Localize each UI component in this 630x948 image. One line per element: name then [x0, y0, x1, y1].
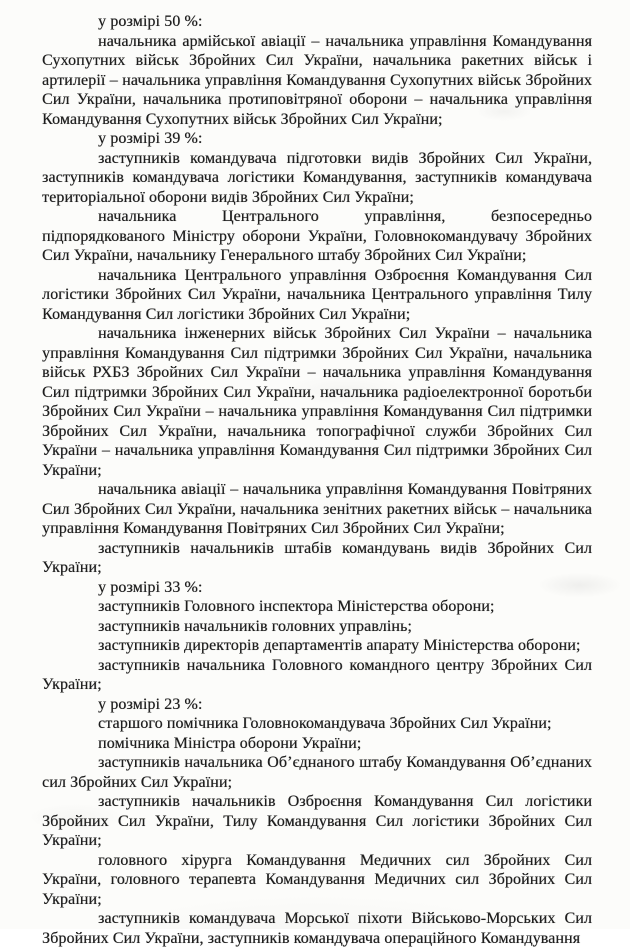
paragraph: старшого помічника Головнокомандувача Збройних Сил України;: [98, 715, 552, 732]
paragraph: у розмірі 33 %:: [98, 578, 203, 596]
paragraph: помічника Міністра оборони України;: [98, 734, 362, 752]
paragraph: заступників начальника Головного командного центру Збройних Сил України;: [42, 656, 592, 693]
paragraph: у розмірі 50 %:: [98, 13, 203, 30]
paragraph: начальника авіації – начальника управління Командування Повітряних Сил Збройних Сил України, начальника зенітних ракетних військ – начальника управління Командування Повітряних Сил Збройних Сил України;: [42, 481, 592, 537]
paragraph: у розмірі 39 %:: [98, 130, 203, 147]
paragraph: заступників начальників штабів командувань видів Збройних Сил України;: [42, 539, 592, 576]
paragraph: заступників командувача підготовки видів Збройних Сил України, заступників командувача логістики Командування, заступників командувача територіальної оборони видів Збройних Сил України;: [42, 149, 592, 206]
paragraph: головного хірурга Командування Медичних сил Збройних Сил України, головного терапевта Командування Медичних сил Збройних Сил України;: [42, 851, 592, 908]
paragraph: заступників директорів департаментів апарату Міністерства оборони;: [98, 637, 581, 654]
paragraph: заступників начальників головних управлінь;: [98, 617, 412, 635]
paragraph: начальника Центрального управління Озброєння Командування Сил логістики Збройних Сил України, начальника Центрального управління Тилу Командування Сил логістики Збройних Сил України;: [42, 266, 592, 323]
paragraph: заступників командувача Морської піхоти Військово-Морських Сил Збройних Сил України, заступників командувача операційного Командування: [42, 910, 592, 947]
paragraph: заступників Головного інспектора Міністерства оборони;: [98, 598, 495, 615]
paragraph: заступників начальників Озброєння Командування Сил логістики Збройних Сил України, Тилу Командування Сил логістики Збройних Сил України;: [42, 793, 592, 849]
paragraph: начальника армійської авіації – начальника управління Командування Сухопутних військ Збройних Сил України, начальника ракетних військ і артилерії – начальника управління Командування Сухопутних військ Збройних Сил України, начальника протиповітряної оборони – начальника управління Командування Сухопутних військ Збройних Сил України;: [42, 32, 592, 128]
paragraph: у розмірі 23 %:: [98, 695, 203, 713]
paragraph: начальника Центрального управління, безпосередньо підпорядкованого Міністру оборони України, Головнокомандувачу Збройних Сил України, начальнику Генерального штабу Збройних Сил України;: [42, 208, 592, 264]
paragraph: заступників начальника Об’єднаного штабу Командування Об’єднаних сил Збройних Сил України;: [42, 754, 592, 791]
paragraph: начальника інженерних військ Збройних Сил України – начальника управління Командування Сил підтримки Збройних Сил України, начальника військ РХБЗ Збройних Сил України – начальника управління Командування Сил підтримки Збройних Сил України, начальника радіоелектронної боротьби Збройних Сил України – начальника управління Командування Сил підтримки Збройних Сил України, начальника топографічної служби Збройних Сил України – начальника управління Командування Сил підтримки Збройних Сил України;: [42, 325, 592, 479]
